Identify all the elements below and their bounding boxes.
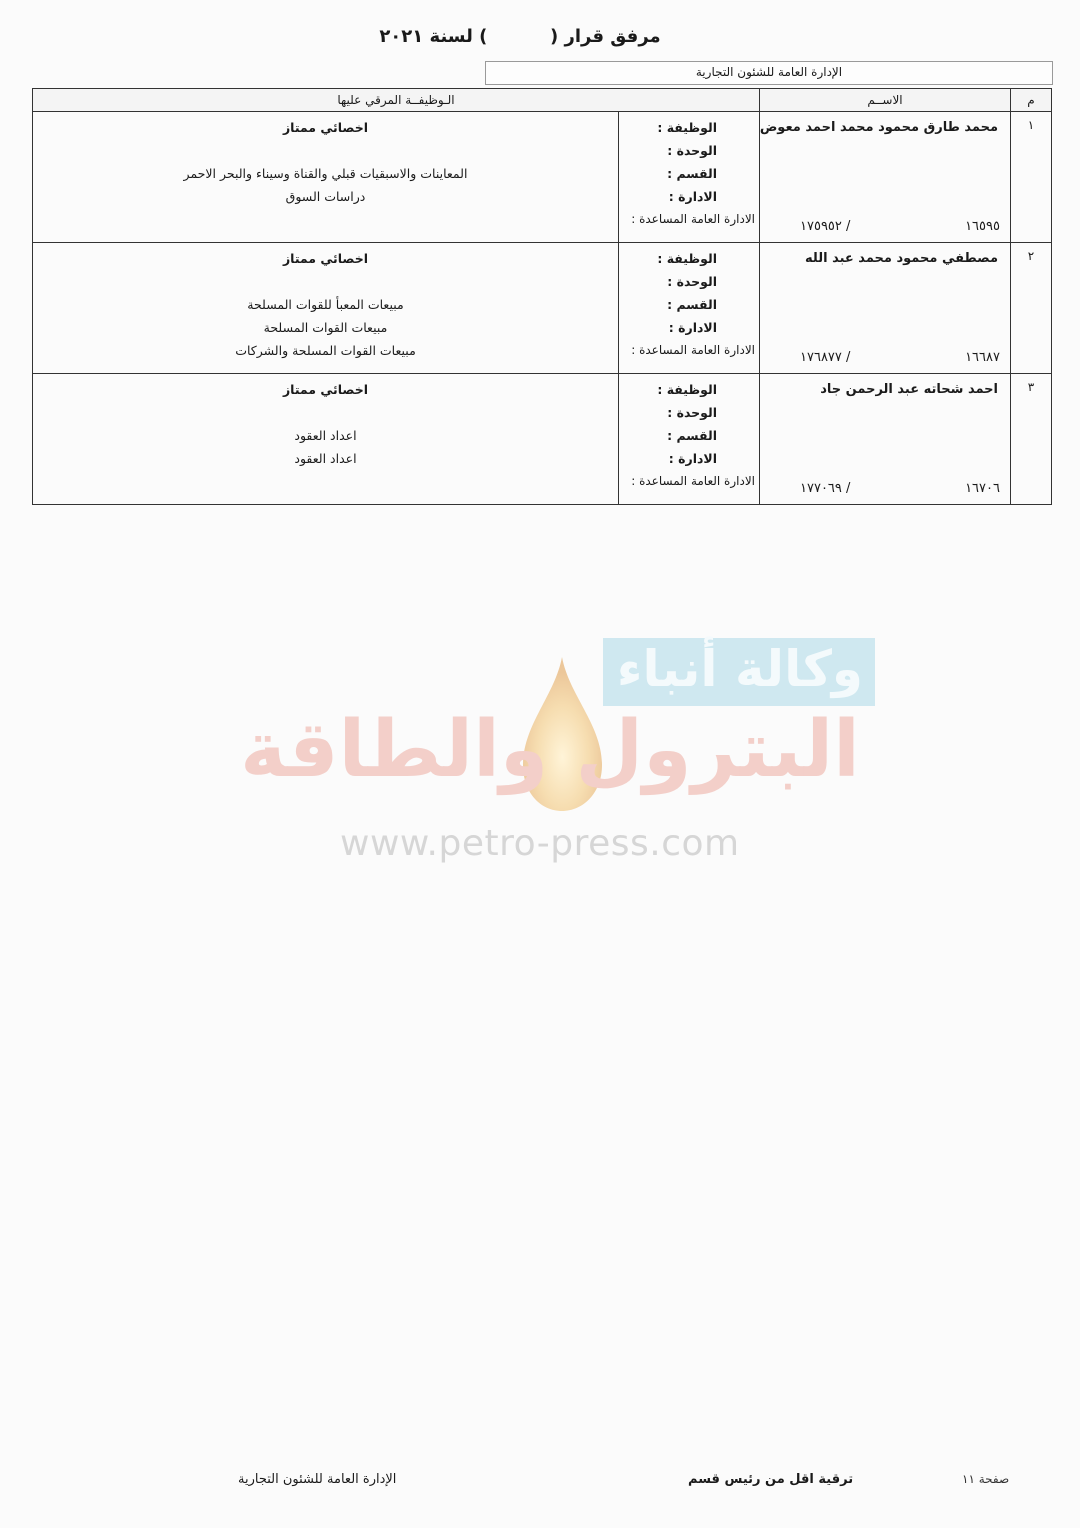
label-assistant-general-admin: الادارة العامة المساعدة : <box>631 474 755 488</box>
row-number: ١ <box>1011 112 1052 243</box>
field-labels <box>619 112 760 243</box>
header-job: الـوظيفــة المرقي عليها <box>33 89 760 112</box>
label-job: الوظيفة : <box>657 382 717 397</box>
employee-name: مصطفي محمود محمد عبد الله <box>805 251 998 266</box>
job-assistant-admin: مبيعات القوات المسلحة والشركات <box>235 343 416 358</box>
field-labels <box>619 243 760 374</box>
watermark-agency-text: وكالة أنباء <box>616 640 863 698</box>
label-section: القسم : <box>667 297 717 312</box>
label-admin: الادارة : <box>668 189 717 204</box>
job-section: مبيعات المعبأ للقوات المسلحة <box>247 297 404 312</box>
department-name: الإدارة العامة للشئون التجارية <box>695 65 843 79</box>
job-section: اعداد العقود <box>294 428 357 443</box>
employee-codes <box>800 350 1000 365</box>
table-row <box>33 374 1052 505</box>
label-admin: الادارة : <box>668 320 717 335</box>
watermark-logo <box>230 635 880 875</box>
job-title: اخصائي ممتاز <box>282 120 369 135</box>
watermark-main-text: البترول والطاقة <box>240 705 860 795</box>
employee-file-number: / ١٧٥٩٥٢ <box>800 219 851 234</box>
label-unit: الوحدة : <box>667 143 717 158</box>
job-admin: دراسات السوق <box>285 189 366 204</box>
label-section: القسم : <box>667 166 717 181</box>
table-row <box>33 112 1052 243</box>
employee-name: محمد طارق محمود محمد احمد معوض <box>759 120 998 135</box>
label-section: القسم : <box>667 428 717 443</box>
label-job: الوظيفة : <box>657 251 717 266</box>
header-serial: م <box>1011 89 1052 112</box>
employee-name: احمد شحاته عبد الرحمن جاد <box>820 382 998 397</box>
job-admin: اعداد العقود <box>294 451 357 466</box>
employee-cell <box>760 112 1011 243</box>
row-number: ٣ <box>1011 374 1052 505</box>
field-labels <box>619 374 760 505</box>
footer-page-number: صفحة ١١ <box>962 1472 1010 1486</box>
watermark-agency-box <box>603 638 875 706</box>
label-assistant-general-admin: الادارة العامة المساعدة : <box>631 343 755 357</box>
label-job: الوظيفة : <box>657 120 717 135</box>
label-assistant-general-admin: الادارة العامة المساعدة : <box>631 212 755 226</box>
employee-code: ١٦٧٠٦ <box>965 481 1000 496</box>
employee-codes <box>800 219 1000 234</box>
table-row <box>33 243 1052 374</box>
document-title: مرفق قرار ( ) لسنة ٢٠٢١ <box>379 26 661 47</box>
footer-promotion-type: ترقية اقل من رئيس قسم <box>688 1472 854 1487</box>
job-title: اخصائي ممتاز <box>282 251 369 266</box>
employee-code: ١٦٦٨٧ <box>965 350 1000 365</box>
department-header-box <box>485 61 1053 85</box>
watermark-url: www.petro-press.com <box>340 823 740 864</box>
label-unit: الوحدة : <box>667 405 717 420</box>
job-admin: مبيعات القوات المسلحة <box>263 320 388 335</box>
employee-cell <box>760 374 1011 505</box>
employee-cell <box>760 243 1011 374</box>
label-unit: الوحدة : <box>667 274 717 289</box>
label-admin: الادارة : <box>668 451 717 466</box>
row-number: ٢ <box>1011 243 1052 374</box>
job-values <box>33 112 619 243</box>
employee-file-number: / ١٧٧٠٦٩ <box>800 481 851 496</box>
table-header-row <box>33 89 1052 112</box>
job-values <box>33 243 619 374</box>
job-title: اخصائي ممتاز <box>282 382 369 397</box>
job-section: المعاينات والاسبقيات قبلي والقناة وسيناء والبحر الاحمر <box>183 166 468 181</box>
employee-codes <box>800 481 1000 496</box>
job-values <box>33 374 619 505</box>
footer-department: الإدارة العامة للشئون التجارية <box>238 1472 397 1487</box>
employee-code: ١٦٥٩٥ <box>965 219 1000 234</box>
employee-file-number: / ١٧٦٨٧٧ <box>800 350 851 365</box>
promotion-table <box>32 88 1052 505</box>
header-name: الاســم <box>760 89 1011 112</box>
